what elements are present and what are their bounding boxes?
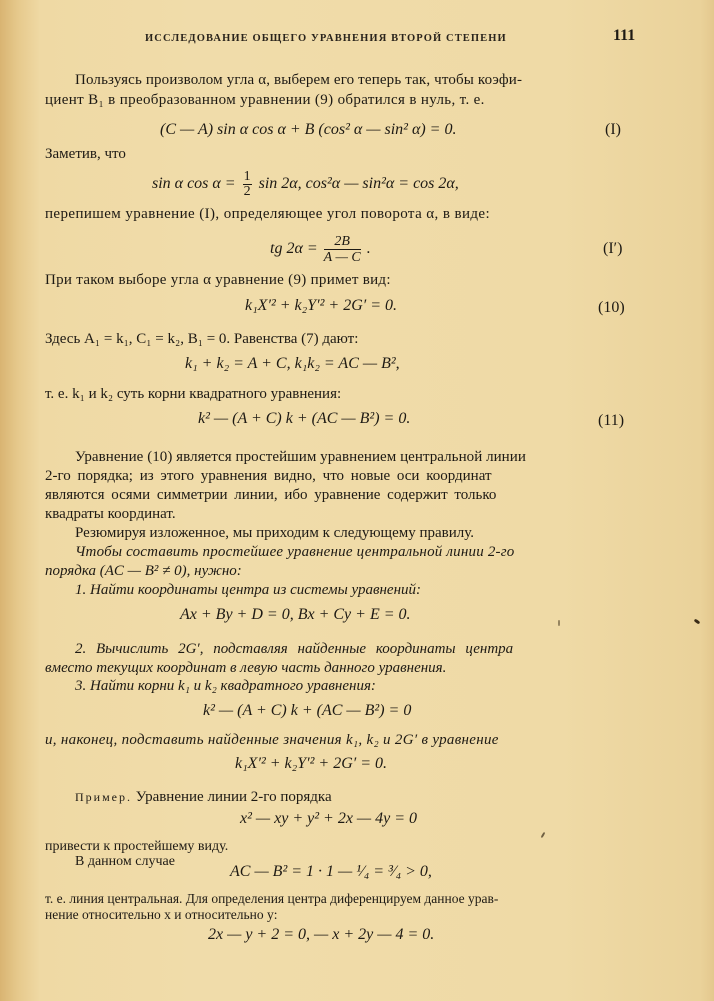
paragraph-line: являются осями симметрии линии, ибо уравнение содержит только (45, 487, 497, 503)
equation: k₁ + k₂ = A + C, k₁k₂ = AC — B², (185, 355, 400, 372)
equation: k₁X′² + k₂Y′² + 2G′ = 0. (245, 297, 398, 314)
page-number: 111 (613, 27, 636, 44)
equation: AC — B² = 1 · 1 — ¹⁄₄ = ³⁄₄ > 0, (230, 863, 432, 880)
fraction-denominator: A — C (323, 250, 361, 265)
rule-step: 3. Найти корни k₁ и k₂ квадратного уравнения: (75, 678, 376, 694)
paragraph-line: В данном случае (75, 854, 175, 869)
equation: 2x — y + 2 = 0, — x + 2y — 4 = 0. (208, 926, 435, 943)
paragraph-line: Заметив, что (45, 146, 126, 162)
running-header: ИССЛЕДОВАНИЕ ОБЩЕГО УРАВНЕНИЯ ВТОРОЙ СТЕПЕНИ (145, 33, 507, 44)
paragraph-line: При таком выборе угла α уравнение (9) примет вид: (45, 272, 391, 288)
paragraph-line: 2-го порядка; из этого уравнения видно, что новые оси координат (45, 468, 492, 484)
equation (270, 234, 371, 265)
equation-number: (I′) (603, 240, 623, 257)
rule-line: и, наконец, подставить найденные значения k₁, k₂ и 2G′ в уравнение (45, 732, 499, 748)
fraction (243, 170, 252, 199)
equation-part: . (366, 240, 371, 258)
equation: x² — xy + y² + 2x — 4y = 0 (240, 810, 418, 827)
paragraph-line: квадраты координат. (45, 506, 176, 522)
example-text: Уравнение линии 2-го порядка (135, 789, 332, 805)
paper-spot (694, 619, 701, 625)
paragraph-line: привести к простейшему виду. (45, 839, 229, 854)
paragraph-line: Пользуясь произволом угла α, выберем его теперь так, чтобы коэфи- (75, 72, 523, 88)
paragraph-line: Резюмируя изложенное, мы приходим к следующему правилу. (75, 525, 475, 541)
fraction-denominator: 2 (243, 184, 251, 199)
rule-step: 1. Найти координаты центра из системы уравнений: (75, 582, 422, 598)
equation-part: sin 2α, cos²α — sin²α = cos 2α, (258, 175, 459, 193)
equation: k² — (A + C) k + (AC — B²) = 0. (198, 410, 411, 427)
fraction-numerator: 2B (324, 234, 361, 250)
equation: k² — (A + C) k + (AC — B²) = 0 (203, 702, 412, 719)
equation-number: (10) (598, 299, 625, 316)
equation-part: sin α cos α = (152, 175, 240, 193)
equation-part: tg 2α = (270, 240, 322, 258)
rule-step: 2. Вычислить 2G′, подставляя найденные координаты центра (75, 641, 514, 657)
rule-line: порядка (AC — B² ≠ 0), нужно: (45, 563, 242, 579)
paragraph-line: т. е. линия центральная. Для определения центра диференцируем данное урав- (45, 891, 499, 906)
example-line (75, 788, 332, 806)
paragraph-line: т. е. k₁ и k₂ суть корни квадратного уравнения: (45, 386, 342, 402)
equation: (C — A) sin α cos α + B (cos² α — sin² α) = 0. (160, 121, 457, 138)
equation-number: (11) (598, 412, 625, 429)
paper-spot (558, 620, 560, 626)
paragraph-line: Здесь A₁ = k₁, C₁ = k₂, B₁ = 0. Равенства (7) дают: (45, 331, 359, 347)
paper-spot (541, 832, 546, 838)
fraction (324, 234, 361, 265)
equation (152, 170, 459, 199)
paragraph-line: перепишем уравнение (I), определяющее угол поворота α, в виде: (45, 206, 491, 222)
rule-line: Чтобы составить простейшее уравнение центральной линии 2-го (75, 544, 515, 560)
fraction-numerator: 1 (243, 169, 251, 184)
paragraph-line: циент B₁ в преобразованном уравнении (9) обратился в нуль, т. е. (45, 92, 485, 108)
equation: k₁X′² + k₂Y′² + 2G′ = 0. (235, 755, 388, 772)
rule-step: вместо текущих координат в левую часть данного уравнения. (45, 660, 447, 676)
paragraph-line: нение относительно x и относительно y: (45, 907, 278, 922)
paragraph-line: Уравнение (10) является простейшим уравнением центральной линии (75, 449, 526, 465)
equation-number: (I) (605, 121, 621, 138)
example-label: Пример. (75, 790, 133, 804)
equation: Ax + By + D = 0, Bx + Cy + E = 0. (180, 606, 411, 623)
